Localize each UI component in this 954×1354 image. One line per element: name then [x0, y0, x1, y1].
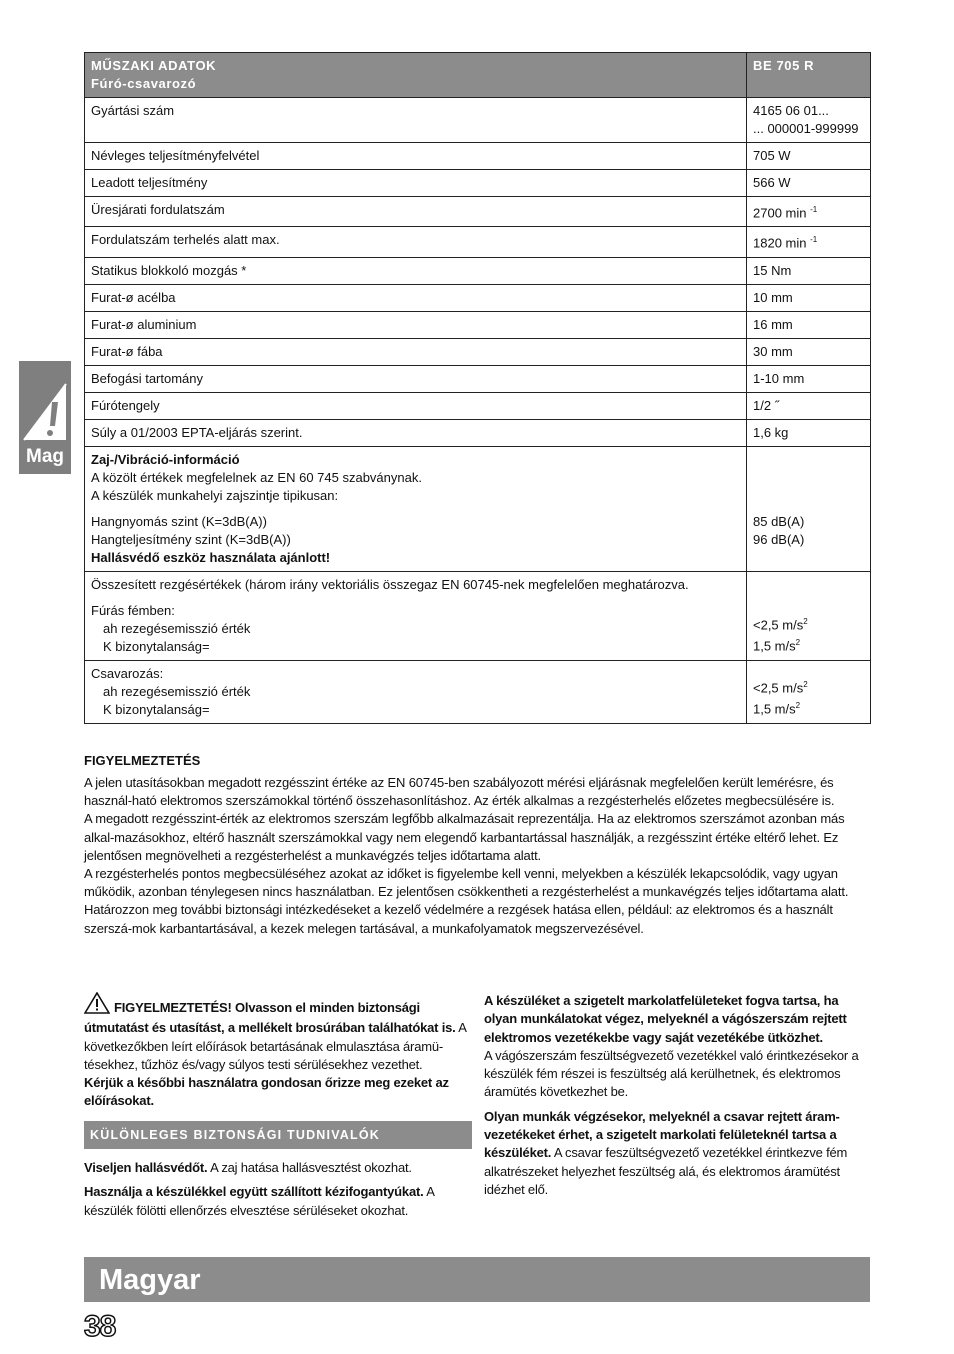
table-row — [85, 197, 871, 227]
sound-power-value: 96 dB(A) — [753, 531, 805, 547]
unit-sup: 2 — [803, 680, 808, 689]
row-value: 705 W — [747, 143, 871, 170]
warning-paragraph: A rezgésterhelés pontos megbecsüléséhez azokat az időket is figyelembe kell venni, melyekben a készülék lekapcsolódik, vagy ugyan működik, azonban ténylegesen nincs használatban. Ez jelentősen csökkentheti a rezgésterhelést a munkavégzés teljes időtartama alatt. — [84, 866, 849, 900]
screw-emission-label: ah rezegésemisszió érték — [103, 683, 251, 699]
hearing-bold: Viseljen hallásvédőt. — [84, 1160, 208, 1176]
drill-emission-value: <2,5 m/s — [753, 617, 804, 633]
model-name: BE 705 R — [747, 53, 871, 98]
drill-emission-label: ah rezegésemisszió érték — [103, 620, 251, 636]
warning-paragraph: A megadott rezgésszint-érték az elektromos szerszám legfőbb alkalmazásait reprezentálja. Ha az elektromos szerszámot azonban más alkal-mazásokhoz, eltérő használt szerszámokkal vagy nem elegendő karbantartással használják, a rezgésszint értéke eltérő lehet. Ez jelentősen megnövelheti a rezgésterhelést a munkavégzés teljes időtartama alatt. — [84, 811, 845, 863]
row-value: 30 mm — [747, 338, 871, 365]
vibration-screw-row — [85, 660, 871, 723]
language-label: Magyar — [99, 1264, 201, 1296]
right-column — [484, 992, 874, 1205]
unit-sup: 2 — [803, 617, 808, 626]
general-warning-text: A következőkben leírt előírások betartásának elmulasztása áramü-tésekhez, tűzhöz és/vagy súlyos testi sérülésekhez vezethet. — [84, 1020, 466, 1072]
drill-title: Fúrás fémben: — [91, 602, 175, 618]
row-value-sup: -1 — [810, 205, 818, 214]
table-row — [85, 143, 871, 170]
insulated-grip-bold: A készüléket a szigetelt markolatfelületeket fogva tartsa, ha olyan munkálatokat végez, melyeknél a vágószerszám rejtett elektromos vezetékekbe vagy saját vezetékébe ütközhet. — [484, 993, 847, 1045]
warning-paragraph: Határozzon meg további biztonsági intézkedéseket a kezelő védelmére a rezgések hatása ellen, például: az elektromos és a használt szerszá-mok karbantartásával, a kezek melegen tartásával, a munkafolyamatok megszervezésével. — [84, 902, 833, 936]
noise-row — [85, 446, 871, 571]
warning-text — [84, 774, 872, 938]
language-footer-bar — [84, 1257, 870, 1302]
row-label: Furat-ø acélba — [85, 284, 747, 311]
table-row — [85, 284, 871, 311]
warning-triangle-icon — [84, 992, 110, 1019]
row-value-2: ... 000001-999999 — [753, 121, 859, 136]
left-column — [84, 992, 472, 1226]
hearing-protection-advice: Hallásvédő eszköz használata ajánlott! — [91, 549, 331, 565]
table-row — [85, 365, 871, 392]
insulated-grip-text: A vágószerszám feszültségvezető vezetékkel való érintkezésekor a készülék fém részei is feszültség alá kerülhetnek, és elektromos áramütés következhet be. — [484, 1047, 859, 1100]
sound-power-label: Hangteljesítmény szint (K=3dB(A)) — [91, 531, 291, 547]
drill-k-label: K bizonytalanság= — [103, 638, 210, 654]
screw-k-label: K bizonytalanság= — [103, 701, 210, 717]
keep-instructions: Kérjük a későbbi használatra gondosan őrizze meg ezeket az előírásokat. — [84, 1075, 449, 1109]
warning-exclamation-icon — [22, 364, 68, 442]
row-label: Furat-ø fába — [85, 338, 747, 365]
vibration-intro: Összesített rezgésértékek (három irány vektoriális összegaz EN 60745-nek megfelelően meghatározva. — [91, 576, 689, 592]
table-row — [85, 419, 871, 446]
general-warning-bold: FIGYELMEZTETÉS! Olvasson el minden biztonsági útmutatást és utasítást, a mellékelt brosúrában találhatókat is. — [84, 1000, 456, 1036]
page-number: 38 — [84, 1310, 116, 1343]
side-language-tab — [19, 361, 71, 474]
spec-table — [84, 52, 871, 724]
noise-line-1: A közölt értékek megfelelnek az EN 60 745 szabványnak. — [91, 469, 422, 485]
row-label: Befogási tartomány — [85, 365, 747, 392]
row-label: Súly a 01/2003 EPTA-eljárás szerint. — [85, 419, 747, 446]
screw-emission-value: <2,5 m/s — [753, 680, 804, 696]
table-row — [85, 170, 871, 197]
noise-line-2: A készülék munkahelyi zajszintje tipikusan: — [91, 487, 339, 503]
row-value: 15 Nm — [747, 257, 871, 284]
row-label: Leadott teljesítmény — [85, 170, 747, 197]
row-value: 16 mm — [747, 311, 871, 338]
table-subtitle: Fúró-csavarozó — [91, 76, 197, 91]
screw-wiring-text: A csavar feszültségvezető vezetékkel érintkezve fém alkatrészeket helyezhet feszültség alá, és elektromos áramütést idézhet elő. — [484, 1145, 848, 1197]
row-value: 2700 min — [753, 205, 807, 221]
side-tab-label: Mag — [26, 446, 64, 467]
table-row — [85, 227, 871, 257]
screw-wiring-bold: Olyan munkák végzésekor, melyeknél a csavar rejtett áram-vezetékeket érhet, a szigetelt markolati felületeknél tartsa a készüléket. — [484, 1108, 840, 1161]
row-label: Üresjárati fordulatszám — [85, 197, 747, 227]
handle-text: A készülék fölötti ellenőrzés elvesztése sérüléseket okozhat. — [84, 1184, 434, 1218]
table-row — [85, 338, 871, 365]
screw-title: Csavarozás: — [91, 665, 164, 681]
warning-title: FIGYELMEZTETÉS — [84, 753, 201, 768]
section-title: KÜLÖNLEGES BIZTONSÁGI TUDNIVALÓK — [84, 1121, 472, 1149]
screw-k-value: 1,5 m/s — [753, 701, 796, 717]
row-label: Fúrótengely — [85, 392, 747, 419]
table-header-row — [85, 53, 871, 98]
row-label: Furat-ø aluminium — [85, 311, 747, 338]
row-value: 1820 min — [753, 235, 807, 251]
table-row — [85, 311, 871, 338]
row-value: 10 mm — [747, 284, 871, 311]
row-label: Fordulatszám terhelés alatt max. — [85, 227, 747, 257]
drill-k-value: 1,5 m/s — [753, 638, 796, 654]
table-row — [85, 392, 871, 419]
row-value: 1/2 ˝ — [747, 392, 871, 419]
noise-title: Zaj-/Vibráció-információ — [91, 451, 240, 467]
hearing-text: A zaj hatása hallásvesztést okozhat. — [207, 1160, 412, 1176]
row-label: Gyártási szám — [85, 98, 747, 143]
row-value: 1-10 mm — [747, 365, 871, 392]
unit-sup: 2 — [795, 701, 801, 711]
row-value: 4165 06 01... — [753, 103, 829, 118]
row-value: 566 W — [747, 170, 871, 197]
unit-sup: 2 — [795, 638, 801, 648]
table-row — [85, 257, 871, 284]
row-label: Névleges teljesítményfelvétel — [85, 143, 747, 170]
table-title: MŰSZAKI ADATOK — [91, 58, 217, 73]
row-label: Statikus blokkoló mozgás * — [85, 257, 747, 284]
vibration-drill-row — [85, 571, 871, 660]
table-row — [85, 98, 871, 143]
row-value-sup: -1 — [810, 235, 818, 245]
sound-pressure-label: Hangnyomás szint (K=3dB(A)) — [91, 513, 267, 529]
warning-paragraph: A jelen utasításokban megadott rezgésszint értéke az EN 60745-ben szabályozott mérési eljárásnak megfelelően került lemérésre, és használ-ható elektromos szerszámokkal történő összehasonlításhoz. Az érték alkalmas a rezgésterhelés előzetes megbecsülésére is. — [84, 775, 835, 809]
handle-bold: Használja a készülékkel együtt szállított kézifogantyúkat. — [84, 1184, 424, 1200]
sound-pressure-value: 85 dB(A) — [753, 513, 805, 529]
row-value: 1,6 kg — [747, 419, 871, 446]
